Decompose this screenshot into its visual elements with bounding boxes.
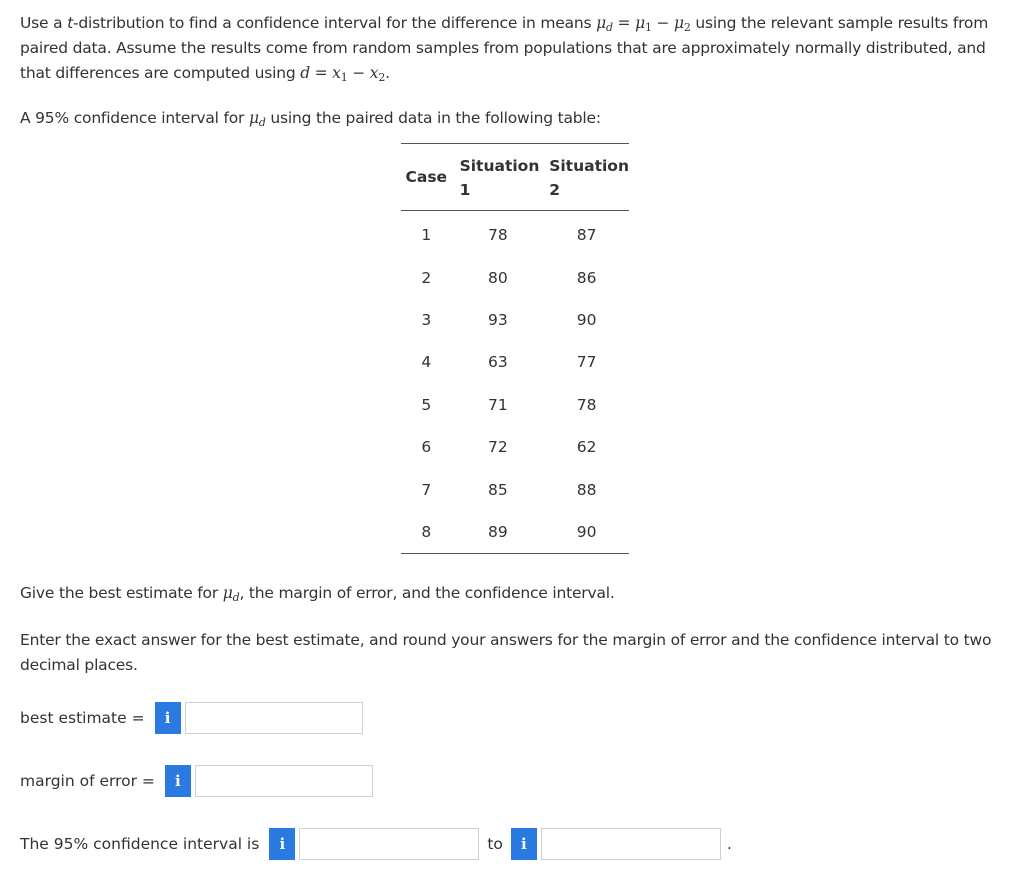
ci-lower-input[interactable]: [299, 828, 479, 860]
margin-of-error-row: [20, 765, 373, 797]
confidence-interval-label: The 95% confidence interval is: [20, 835, 260, 853]
situation-1-cell: 80: [488, 268, 508, 287]
margin-of-error-input[interactable]: [195, 765, 373, 797]
case-cell: 1: [421, 226, 432, 245]
table-row: [401, 426, 629, 468]
margin-of-error-label: margin of error =: [20, 772, 155, 790]
situation-2-cell: 62: [576, 438, 597, 457]
table-row: [401, 211, 629, 257]
best-estimate-input[interactable]: [185, 702, 363, 734]
case-cell: 6: [421, 438, 432, 457]
case-cell: 8: [421, 522, 432, 541]
case-cell: 4: [421, 353, 432, 372]
situation-1-cell: 85: [488, 480, 508, 499]
case-cell: 7: [421, 480, 432, 499]
info-icon[interactable]: i: [155, 702, 181, 734]
table-row: [401, 299, 629, 341]
rounding-instructions: Enter the exact answer for the best estimate, and round your answers for the margin of error and the confidence interval to two decimal places.: [20, 631, 992, 674]
situation-1-cell: 89: [488, 522, 508, 541]
paired-data-table: [401, 143, 629, 554]
table-row: [401, 511, 629, 554]
math-mu-d: $\mu_d = \mu_1 - \mu_2$: [596, 14, 691, 34]
info-icon[interactable]: i: [269, 828, 295, 860]
problem-intro: Use a t-distribution to find a confidence interval for the difference in means $\mu_d = \mu_1 - \mu_2$ using the relevant sample results from paired data. Assume the results come from random samples from populations that are approximately normally distributed, and that differences are computed using $d = x_1 - x_2$.: [20, 14, 989, 84]
case-cell: 5: [421, 395, 432, 414]
situation-2-cell: 88: [576, 480, 597, 499]
situation-2-cell: 86: [576, 268, 597, 287]
situation-1-cell: 78: [488, 226, 508, 245]
table-row: [401, 341, 629, 383]
header-situation-1: Situation 1: [459, 157, 540, 199]
best-estimate-label: best estimate =: [20, 709, 145, 727]
situation-1-cell: 71: [488, 395, 508, 414]
situation-2-cell: 90: [576, 310, 597, 329]
situation-1-cell: 93: [488, 310, 508, 329]
header-situation-2: Situation 2: [549, 157, 629, 199]
table-row: [401, 468, 629, 510]
table-row: [401, 256, 629, 298]
best-estimate-row: [20, 702, 363, 734]
info-icon[interactable]: i: [511, 828, 537, 860]
situation-2-cell: 87: [576, 226, 597, 245]
confidence-interval-row: [20, 828, 732, 860]
question-text: Give the best estimate for $\mu_d$, the margin of error, and the confidence interval.: [20, 584, 615, 604]
situation-1-cell: 63: [488, 353, 508, 372]
case-cell: 3: [421, 310, 432, 329]
header-case: Case: [405, 168, 448, 186]
situation-2-cell: 77: [576, 353, 597, 372]
period: .: [726, 835, 732, 853]
case-cell: 2: [421, 268, 432, 287]
ci-upper-input[interactable]: [541, 828, 721, 860]
situation-2-cell: 90: [576, 522, 597, 541]
to-label: to: [487, 835, 503, 853]
info-icon[interactable]: i: [165, 765, 191, 797]
math-d-formula: $d = x_1 - x_2$: [300, 64, 386, 84]
table-row: [401, 384, 629, 426]
situation-1-cell: 72: [488, 438, 508, 457]
table-prompt: A 95% confidence interval for $\mu_d$ using the paired data in the following table:: [20, 109, 601, 129]
situation-2-cell: 78: [576, 395, 597, 414]
